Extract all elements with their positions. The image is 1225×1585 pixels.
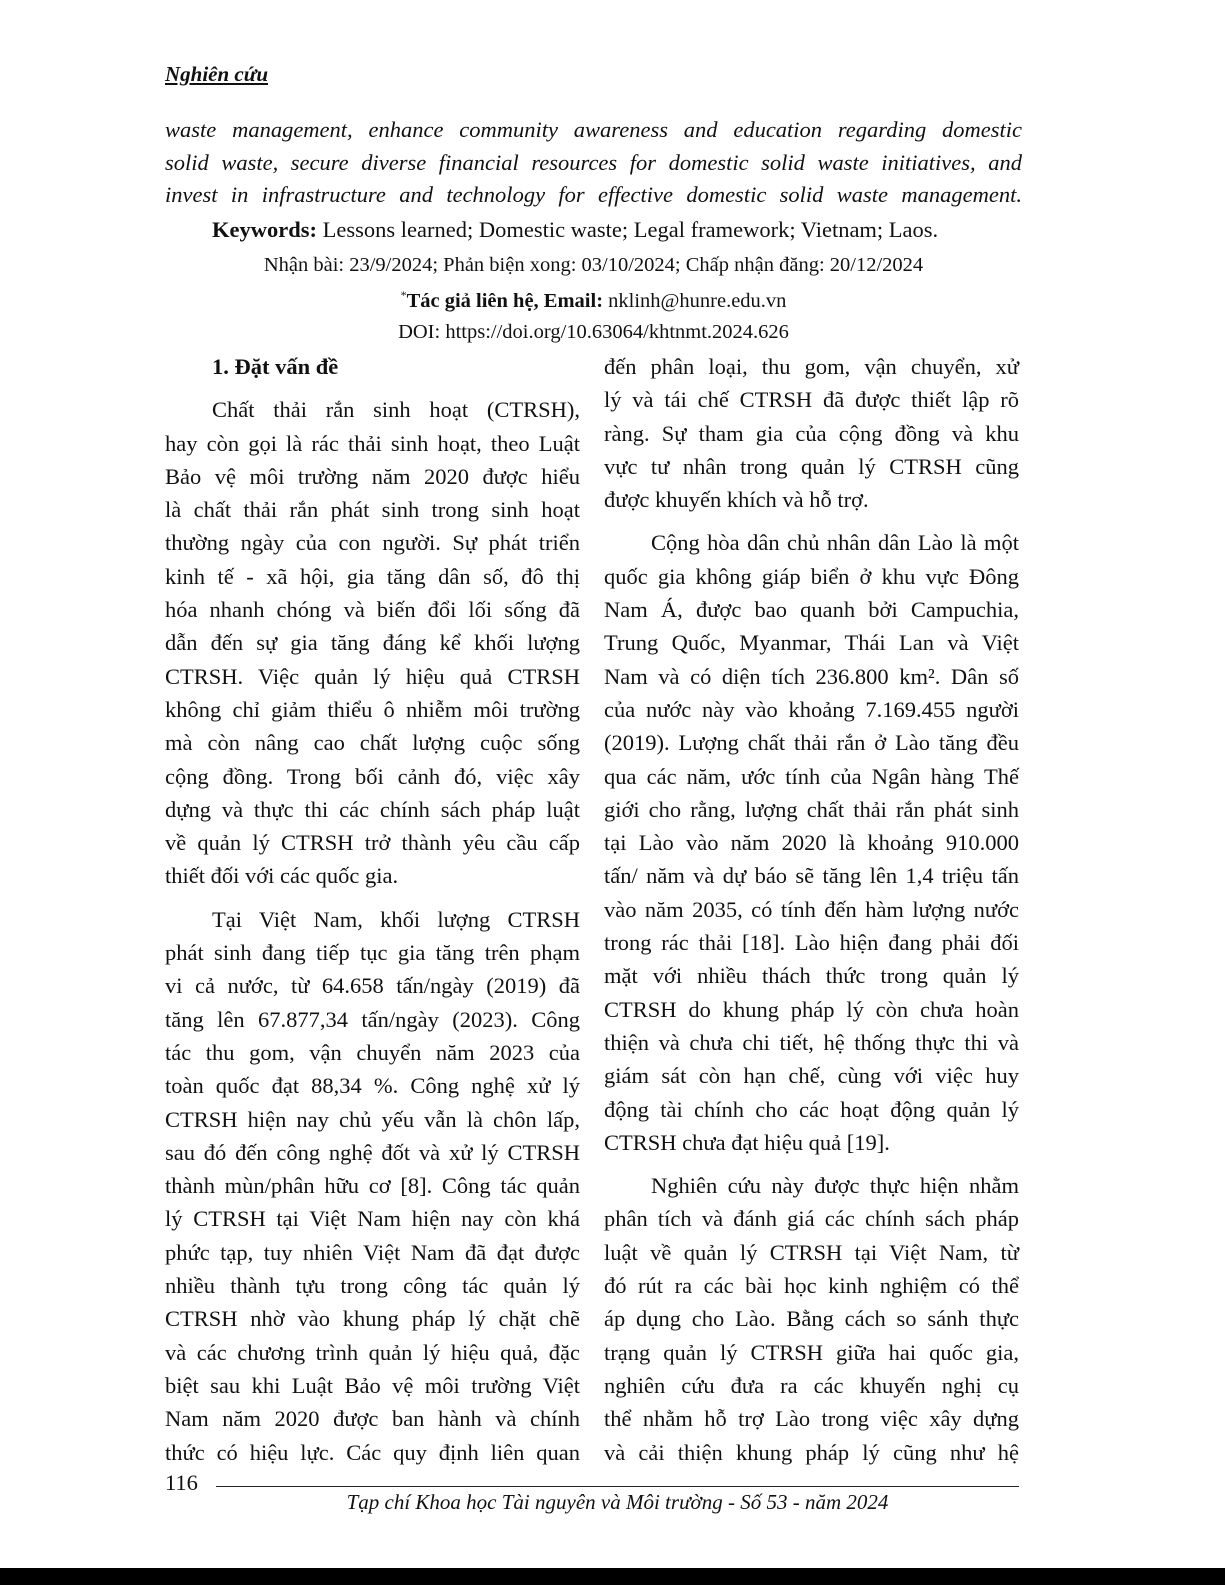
doi-link[interactable]: DOI: https://doi.org/10.63064/khtnmt.2024.626 — [398, 321, 789, 343]
section-label: Nghiên cứu — [165, 62, 269, 86]
text-line: vào năm 2035, có tính đến hàm lượng nước — [604, 896, 1019, 922]
keywords-text: Lessons learned; Domestic waste; Legal framework; Vietnam; Laos. — [317, 217, 939, 242]
text-line: nhiều thành tựu trong công tác quản lý — [165, 1273, 580, 1299]
text-line: thiết đối với các quốc gia. — [165, 863, 399, 889]
text-line: CTRSH hiện nay chủ yếu vẫn là chôn lấp, — [165, 1106, 580, 1132]
text-line: được khuyến khích và hỗ trợ. — [604, 487, 869, 513]
paragraph — [604, 1169, 1019, 1469]
text-line: thành mùn/phân hữu cơ [8]. Công tác quản — [165, 1173, 580, 1199]
received-dates: Nhận bài: 23/9/2024; Phản biện xong: 03/10/2024; Chấp nhận đăng: 20/12/2024 — [263, 254, 924, 276]
text-line: mặt với nhiều thách thức trong quản lý — [604, 963, 1019, 989]
text-line: đến phân loại, thu gom, vận chuyển, xử — [604, 354, 1019, 379]
text-line: tăng lên 67.877,34 tấn/ngày (2023). Công — [165, 1006, 580, 1032]
contact-label: Tác giả liên hệ, Email: — [406, 289, 604, 312]
footer-divider — [216, 1486, 1019, 1487]
text-line: giới cho rằng, lượng chất thải rắn phát sinh — [604, 796, 1019, 822]
text-line: phân tích và đánh giá các chính sách pháp — [604, 1206, 1019, 1232]
text-line: CTRSH nhờ vào khung pháp lý chặt chẽ — [165, 1306, 580, 1332]
contact-email[interactable]: nklinh@hunre.edu.vn — [603, 289, 787, 312]
text-line: luật về quản lý CTRSH tại Việt Nam, từ — [604, 1239, 1019, 1265]
keywords — [212, 217, 938, 243]
text-line: trong rác thải [18]. Lào hiện đang phải đối — [604, 930, 1019, 956]
text-line: toàn quốc đạt 88,34 %. Công nghệ xử lý — [165, 1073, 580, 1099]
text-line: mà còn nâng cao chất lượng cuộc sống — [165, 730, 580, 756]
text-line: hay còn gọi là rác thải sinh hoạt, theo Luật — [165, 430, 580, 456]
text-line: áp dụng cho Lào. Bằng cách so sánh thực — [604, 1306, 1019, 1332]
text-line: cộng đồng. Trong bối cảnh đó, việc xây — [165, 763, 580, 789]
text-line: Chất thải rắn sinh hoạt (CTRSH), — [212, 397, 580, 423]
text-line: (2019). Lượng chất thải rắn ở Lào tăng đều — [604, 730, 1019, 756]
abstract-line: solid waste, secure diverse financial resources for domestic solid waste initiatives, and — [165, 149, 1022, 175]
text-line: hóa nhanh chóng và biến đổi lối sống đã — [165, 597, 580, 623]
text-line: và cải thiện khung pháp lý cũng như hệ — [604, 1439, 1019, 1465]
journal-title: Tạp chí Khoa học Tài nguyên và Môi trường - Số 53 - năm 2024 — [346, 1490, 889, 1514]
asterisk: * — [400, 288, 407, 302]
text-line: đó rút ra các bài học kinh nghiệm có thể — [604, 1273, 1019, 1299]
text-line: là chất thải rắn phát sinh trong sinh hoạt — [165, 497, 580, 523]
scan-edge-bar — [0, 1568, 1225, 1585]
text-line: vực tư nhân trong quản lý CTRSH cũng — [604, 453, 1019, 479]
text-line: của nước này vào khoảng 7.169.455 người — [604, 696, 1019, 722]
text-line: phức tạp, tuy nhiên Việt Nam đã đạt được — [165, 1239, 580, 1265]
text-line: nghiên cứu đưa ra các khuyến nghị cụ — [604, 1372, 1019, 1398]
text-line: phát sinh đang tiếp tục gia tăng trên phạm — [165, 940, 580, 966]
text-line: Nam Á, được bao quanh bởi Campuchia, — [604, 597, 1019, 623]
text-line: về quản lý CTRSH trở thành yêu cầu cấp — [165, 830, 580, 856]
text-line: động tài chính cho các hoạt động quản lý — [604, 1096, 1019, 1122]
text-line: ràng. Sự tham gia của cộng đồng và khu — [604, 420, 1019, 446]
abstract-line: invest in infrastructure and technology for effective domestic solid waste management. — [165, 182, 1022, 207]
text-line: và các chương trình quản lý hiệu quả, đặc — [165, 1339, 580, 1365]
text-line: Nghiên cứu này được thực hiện nhằm — [651, 1173, 1019, 1199]
text-line: sau đó đến công nghệ đốt và xử lý CTRSH — [165, 1139, 580, 1165]
text-line: Tại Việt Nam, khối lượng CTRSH — [212, 906, 580, 932]
text-line: lý và tái chế CTRSH đã được thiết lập rõ — [604, 387, 1019, 413]
text-line: CTRSH do khung pháp lý còn chưa hoàn — [604, 996, 1019, 1022]
right-column — [604, 350, 1019, 1469]
left-column — [165, 350, 580, 1469]
text-line: Nam và có diện tích 236.800 km². Dân số — [604, 663, 1019, 689]
text-line: quốc gia không giáp biển ở khu vực Đông — [604, 563, 1019, 589]
text-line: CTRSH. Việc quản lý hiệu quả CTRSH — [165, 663, 580, 689]
text-line: Nam năm 2020 được ban hành và chính — [165, 1406, 580, 1432]
text-line: giám sát còn hạn chế, cùng với việc huy — [604, 1063, 1019, 1089]
paragraph — [604, 526, 1019, 1159]
text-line: tại Lào vào năm 2020 là khoảng 910.000 — [604, 830, 1019, 856]
text-line: tác thu gom, vận chuyển năm 2023 của — [165, 1039, 580, 1065]
text-line: qua các năm, ước tính của Ngân hàng Thế — [604, 763, 1019, 789]
text-line: thiện và chưa chi tiết, hệ thống thực thi và — [604, 1029, 1019, 1055]
text-line: không chỉ giảm thiểu ô nhiễm môi trường — [165, 696, 580, 722]
text-line: thường ngày của con người. Sự phát triển — [165, 530, 580, 556]
keywords-label: Keywords: — [212, 217, 317, 242]
text-line: CTRSH chưa đạt hiệu quả [19]. — [604, 1129, 890, 1155]
text-line: tấn/ năm và dự báo sẽ tăng lên 1,4 triệu tấn — [604, 863, 1019, 889]
text-line: kinh tế - xã hội, gia tăng dân số, đô thị — [165, 563, 580, 589]
section-heading: 1. Đặt vấn đề — [212, 354, 339, 379]
text-line: dựng và thực thi các chính sách pháp luật — [165, 796, 580, 822]
page-number: 116 — [165, 1470, 198, 1495]
text-line: trạng quản lý CTRSH giữa hai quốc gia, — [604, 1339, 1019, 1365]
paragraph — [165, 903, 580, 1469]
text-line: lý CTRSH tại Việt Nam hiện nay còn khá — [165, 1206, 580, 1232]
text-line: dẫn đến sự gia tăng đáng kể khối lượng — [165, 630, 580, 656]
text-line: Cộng hòa dân chủ nhân dân Lào là một — [651, 530, 1019, 556]
text-line: Trung Quốc, Myanmar, Thái Lan và Việt — [604, 630, 1019, 656]
text-line: thức có hiệu lực. Các quy định liên quan — [165, 1439, 580, 1465]
abstract-continuation — [165, 114, 1022, 212]
text-line: thể nhằm hỗ trợ Lào trong việc xây dựng — [604, 1406, 1019, 1432]
text-line: Bảo vệ môi trường năm 2020 được hiểu — [165, 463, 580, 489]
paragraph — [604, 350, 1019, 516]
abstract-line: waste management, enhance community awareness and education regarding domestic — [165, 117, 1022, 142]
corresponding-author — [165, 288, 1022, 313]
text-line: biệt sau khi Luật Bảo vệ môi trường Việt — [165, 1372, 580, 1398]
text-line: vi cả nước, từ 64.658 tấn/ngày (2019) đã — [165, 973, 580, 999]
paragraph — [165, 393, 580, 892]
